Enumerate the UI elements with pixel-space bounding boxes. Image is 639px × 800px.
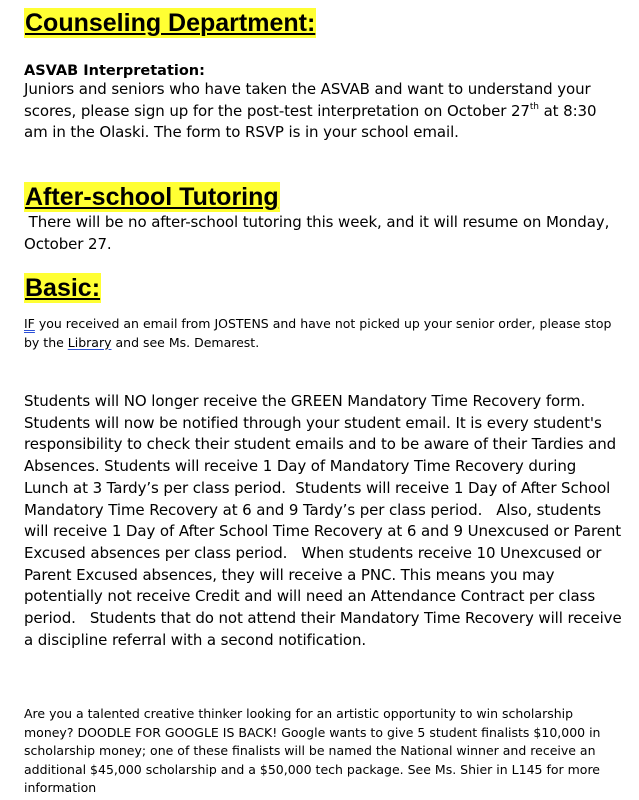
time-recovery-paragraph: Students will NO longer receive the GREEN Mandatory Time Recovery form. Students will now be notified through your student email. It is every student's responsibility to check their student emails and to be aware of their Tardies and Absences. Students will receive 1 Day of Mandatory Time Recovery during Lunch at 3 Tardy’s per class period. Students will receive 1 Day of After School Mandatory Time Recovery at 6 and 9 Tardy’s per class period. Also, students will receive 1 Day of After School Time Recovery at 6 and 9 Unexcused or Parent Excused absences per class period. When students receive 10 Unexcused or Parent Excused absences, they will receive a PNC. This means you may potentially not receive Credit and will need an Attendance Contract per class period. Students that do not attend their Mandatory Time Recovery will receive a discipline referral with a second notification. xyxy=(24,392,627,649)
jostens-text: you received an email from JOSTENS and have not picked up your senior order, please stop by the xyxy=(24,316,612,350)
asvab-text-end: at 8:30 am in the Olaski. The form to RSVP is in your school email. xyxy=(24,101,597,142)
doodle-for-google-paragraph: Are you a talented creative thinker looking for an artistic opportunity to win scholarship money? DOODLE FOR GOOGLE IS BACK! Google wants to give 5 student finalists $10,000 in scholarship money; one of these finalists will be named the National winner and receive an additional $45,000 scholarship and a $50,000 tech package. See Ms. Shier in L145 for more information xyxy=(24,706,601,795)
asvab-paragraph xyxy=(24,79,624,144)
basic-heading: Basic: xyxy=(25,274,101,302)
jostens-paragraph xyxy=(24,315,624,352)
library-word: Library xyxy=(67,334,112,350)
jostens-text-end: and see Ms. Demarest. xyxy=(111,334,260,350)
jostens-if: IF xyxy=(24,316,35,331)
asvab-text-start: Juniors and seniors who have taken the ASVAB and want to understand your scores, please sign up for the post-test interpretation on October 27 xyxy=(24,80,591,120)
ordinal-superscript: th xyxy=(529,101,539,112)
tutoring-paragraph: There will be no after-school tutoring this week, and it will resume on Monday, October 27. xyxy=(24,213,614,253)
counseling-department-heading: Counseling Department: xyxy=(25,9,316,37)
after-school-tutoring-heading: After-school Tutoring xyxy=(25,183,279,211)
asvab-title: ASVAB Interpretation: xyxy=(24,63,205,79)
